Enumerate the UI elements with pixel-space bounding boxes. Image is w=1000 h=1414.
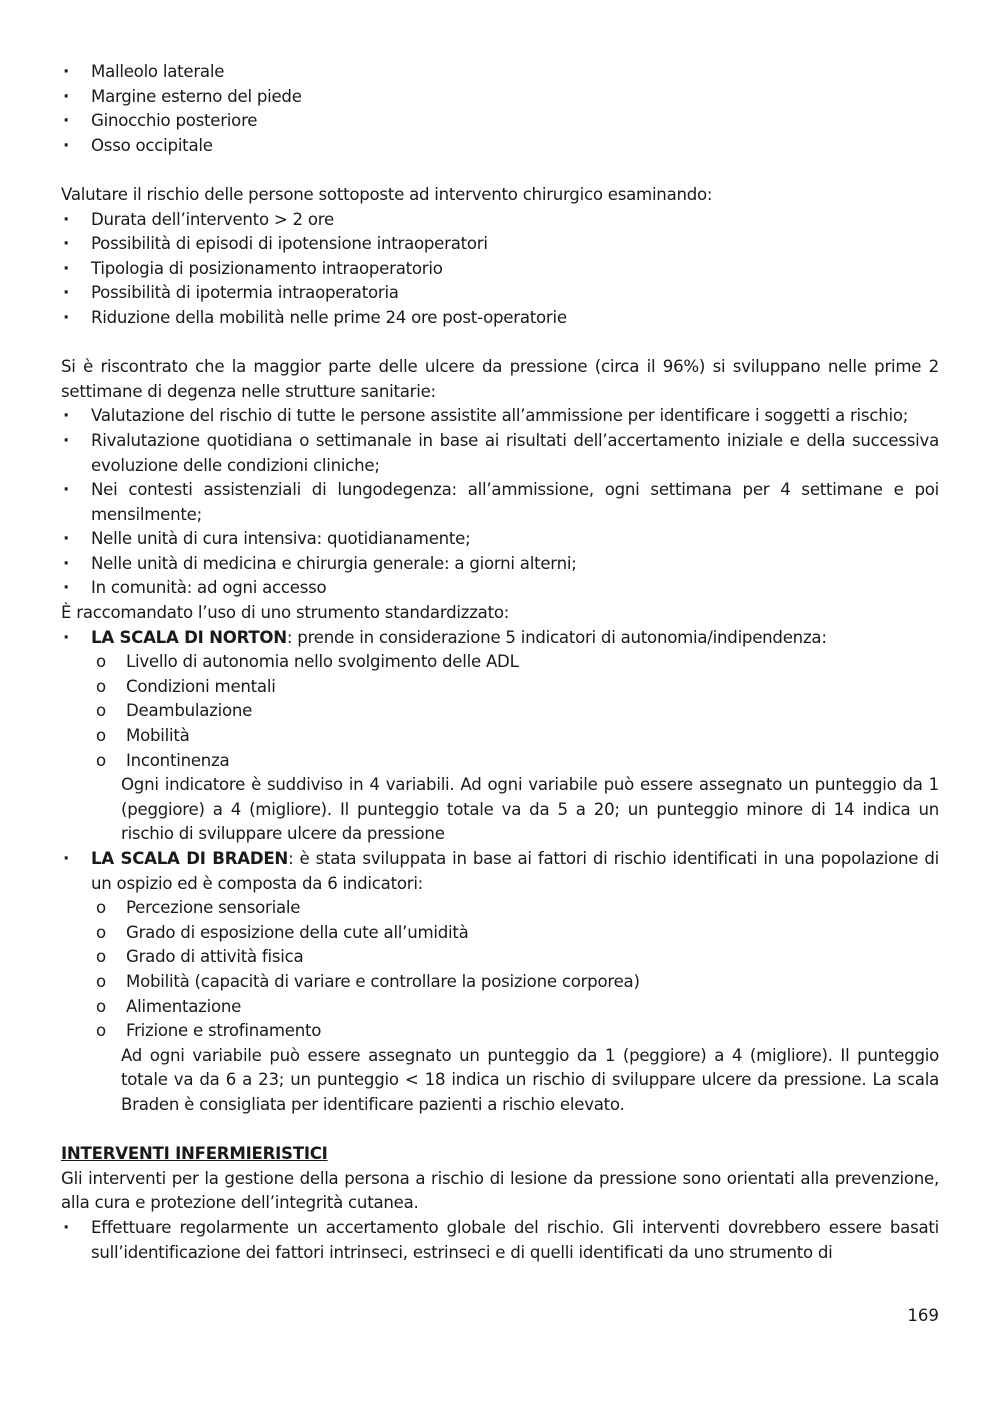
page-number: 169	[907, 1306, 939, 1325]
braden-indicators	[91, 896, 939, 1044]
list-item: · Riduzione della mobilità nelle prime 24 ore post-operatorie	[61, 306, 939, 331]
braden-note: Ad ogni variabile può essere assegnato un punteggio da 1 (peggiore) a 4 (migliore). Il punteggio totale va da 6 a 23; un punteggio < 18 indica un rischio di sviluppare ulcere da pressione. La scala Braden è consigliata per identificare pazienti a rischio elevato.	[121, 1045, 939, 1114]
norton-note: Ogni indicatore è suddiviso in 4 variabili. Ad ogni variabile può essere assegnato un punteggio da 1 (peggiore) a 4 (migliore). Il punteggio totale va da 5 a 20; un punteggio minore di 14 indica un rischio di sviluppare ulcere da pressione	[121, 775, 939, 844]
tool-intro: È raccomandato l’uso di uno strumento standardizzato:	[61, 603, 510, 623]
list-item: o Incontinenza	[96, 749, 939, 774]
page-content	[61, 60, 939, 1265]
list-item: · Possibilità di ipotermia intraoperatoria	[61, 281, 939, 306]
list-item: o Deambulazione	[96, 699, 939, 724]
list-item: · Malleolo laterale	[61, 60, 939, 85]
norton-title: LA SCALA DI NORTON	[91, 627, 287, 647]
risk-intro: Si è riscontrato che la maggior parte delle ulcere da pressione (circa il 96%) si sviluppano nelle prime 2 settimane di degenza nelle strutture sanitarie:	[61, 357, 939, 401]
list-item: · Tipologia di posizionamento intraoperatorio	[61, 257, 939, 282]
list-item: o Livello di autonomia nello svolgimento delle ADL	[96, 650, 939, 675]
list-item: o Mobilità	[96, 724, 939, 749]
list-item: o Grado di attività fisica	[96, 945, 939, 970]
interventions-intro: Gli interventi per la gestione della persona a rischio di lesione da pressione sono orientati alla prevenzione, alla cura e protezione dell’integrità cutanea.	[61, 1168, 939, 1213]
list-item: · Valutazione del rischio di tutte le persone assistite all’ammissione per identificare i soggetti a rischio;	[61, 404, 939, 429]
list-item: · Nelle unità di medicina e chirurgia generale: a giorni alterni;	[61, 552, 939, 577]
surgery-intro: Valutare il rischio delle persone sottoposte ad intervento chirurgico esaminando:	[61, 184, 713, 204]
norton-desc: : prende in considerazione 5 indicatori di autonomia/indipendenza:	[286, 627, 827, 647]
interventions-list	[61, 1216, 939, 1265]
braden-desc: : è stata sviluppata in base ai fattori di rischio identificati in una popolazione di un ospizio ed è composta da 6 indicatori:	[91, 849, 939, 893]
list-item: · Possibilità di episodi di ipotensione intraoperatori	[61, 232, 939, 257]
list-item: · Osso occipitale	[61, 134, 939, 159]
list-item: o Frizione e strofinamento	[96, 1019, 939, 1044]
list-item: o Alimentazione	[96, 995, 939, 1020]
norton-scale-item	[61, 626, 939, 847]
list-item: · Ginocchio posteriore	[61, 109, 939, 134]
norton-indicators	[91, 650, 939, 773]
list-item: · Margine esterno del piede	[61, 85, 939, 110]
list-item: · Rivalutazione quotidiana o settimanale in base ai risultati dell’accertamento iniziale e della successiva evoluzione delle condizioni cliniche;	[61, 429, 939, 478]
section-heading: INTERVENTI INFERMIERISTICI	[61, 1144, 328, 1164]
list-item: · Durata dell’intervento > 2 ore	[61, 208, 939, 233]
body-sites-list	[61, 60, 939, 158]
surgery-list	[61, 208, 939, 331]
list-item: · Nelle unità di cura intensiva: quotidianamente;	[61, 527, 939, 552]
list-item: · Effettuare regolarmente un accertamento globale del rischio. Gli interventi dovrebbero essere basati sull’identificazione dei fattori intrinseci, estrinseci e di quelli identificati da uno strumento di	[61, 1216, 939, 1265]
risk-list	[61, 404, 939, 601]
list-item: · In comunità: ad ogni accesso	[61, 576, 939, 601]
braden-scale-item	[61, 847, 939, 1118]
list-item: o Condizioni mentali	[96, 675, 939, 700]
list-item: o Grado di esposizione della cute all’umidità	[96, 921, 939, 946]
list-item: · Nei contesti assistenziali di lungodegenza: all’ammissione, ogni settimana per 4 settimane e poi mensilmente;	[61, 478, 939, 527]
scales-list	[61, 626, 939, 1118]
list-item: o Mobilità (capacità di variare e controllare la posizione corporea)	[96, 970, 939, 995]
list-item: o Percezione sensoriale	[96, 896, 939, 921]
braden-title: LA SCALA DI BRADEN	[91, 849, 289, 868]
